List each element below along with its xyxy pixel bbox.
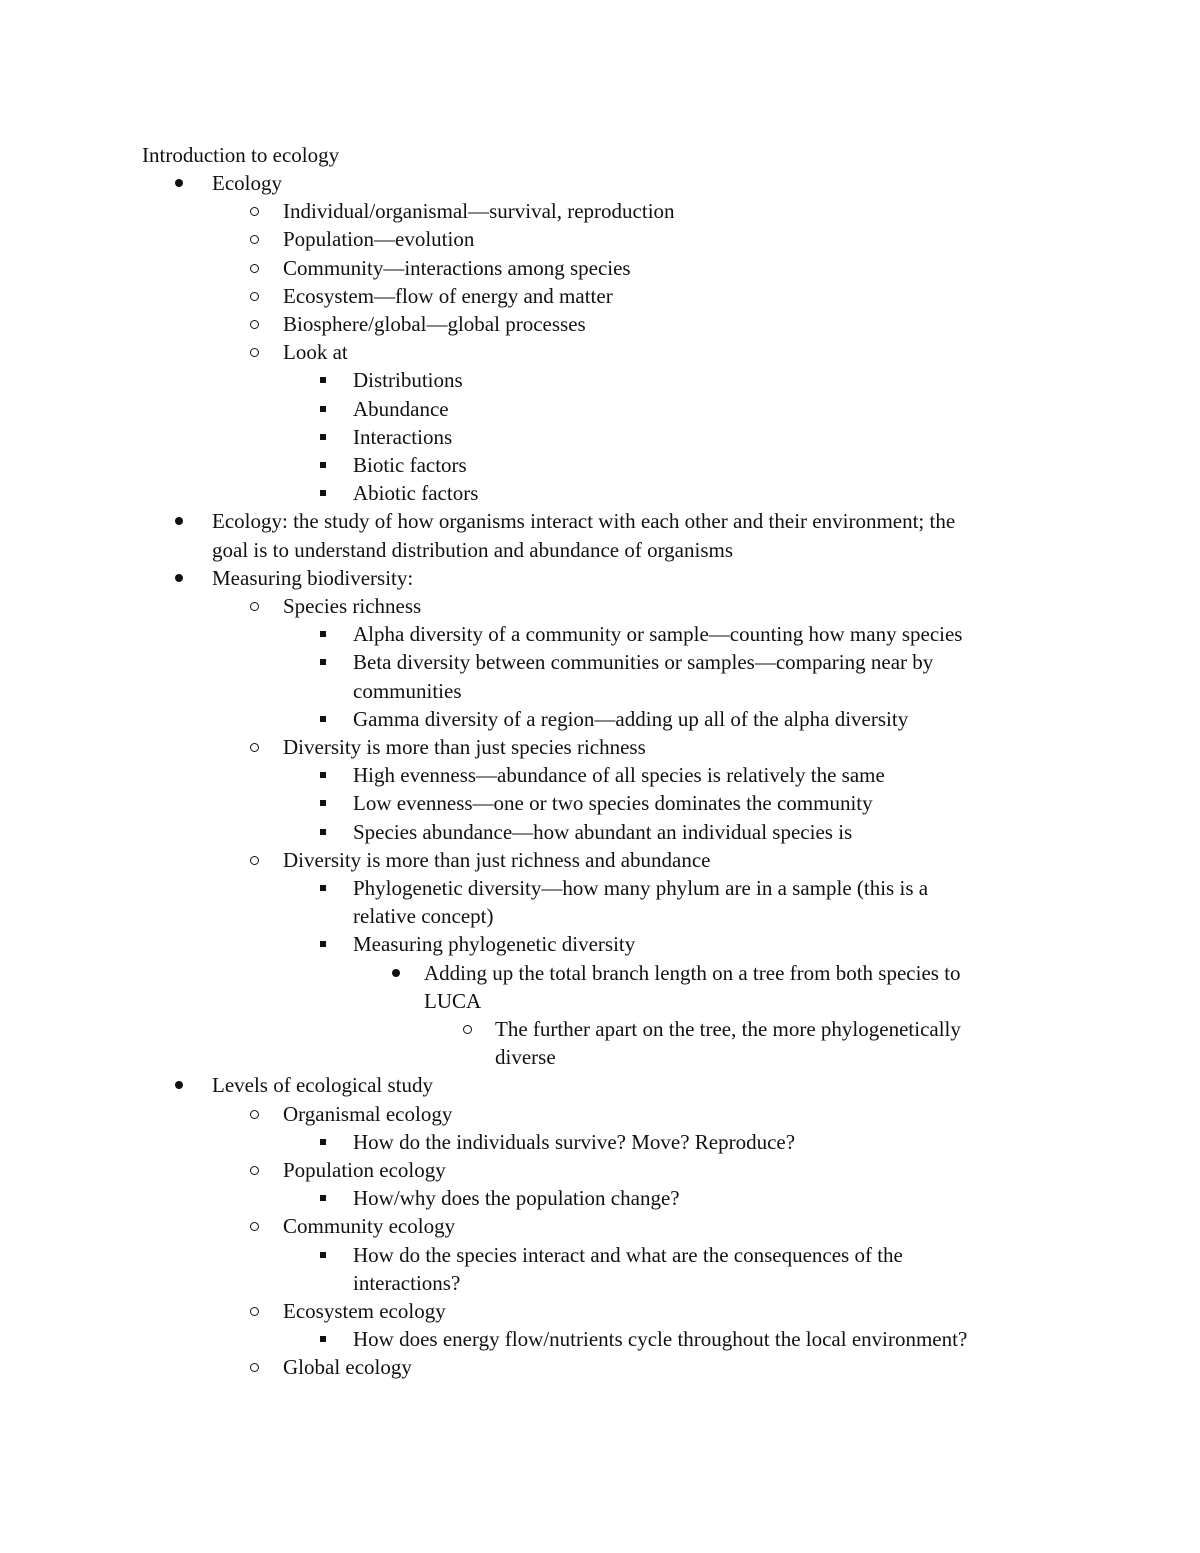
outline-line — [0, 648, 1200, 676]
outline-line — [0, 1156, 1200, 1184]
outline-text: Abiotic factors — [353, 481, 479, 506]
outline-line — [0, 395, 1200, 423]
outline-line — [0, 1212, 1200, 1240]
outline-line — [0, 620, 1200, 648]
outline-text: communities — [353, 678, 462, 703]
outline-text: Ecology — [212, 171, 282, 195]
outline-text: Individual/organismal—survival, reproduction — [283, 199, 675, 224]
outline-line — [0, 874, 1200, 902]
outline-text: Global ecology — [283, 1355, 412, 1380]
outline-text: Measuring biodiversity: — [212, 565, 414, 590]
outline-line — [0, 1015, 1200, 1043]
outline-line — [0, 564, 1200, 592]
outline-line — [0, 733, 1200, 761]
outline-line — [0, 592, 1200, 620]
outline-text: Species abundance—how abundant an individual species is — [353, 819, 853, 844]
outline-text: Gamma diversity of a region—adding up all of the alpha diversity — [353, 706, 909, 731]
outline-line — [0, 197, 1200, 225]
outline-line — [0, 254, 1200, 282]
outline-text: diverse — [495, 1045, 556, 1070]
outline-text: relative concept) — [353, 904, 494, 929]
outline-text: Population—evolution — [283, 227, 475, 252]
outline-line — [0, 1071, 1200, 1099]
outline-text: Measuring phylogenetic diversity — [353, 932, 636, 957]
document-title-line — [0, 141, 1200, 169]
outline-text: Phylogenetic diversity—how many phylum are in a sample (this is a — [353, 876, 929, 900]
outline-line — [0, 1128, 1200, 1156]
outline-text: Ecosystem ecology — [283, 1299, 446, 1323]
outline-text: Distributions — [353, 368, 463, 393]
outline-line — [0, 423, 1200, 451]
outline-line — [0, 338, 1200, 366]
outline-line — [0, 818, 1200, 846]
outline-line — [0, 677, 1200, 705]
outline-text: LUCA — [424, 988, 482, 1013]
outline-line — [0, 479, 1200, 507]
outline-text: Community—interactions among species — [283, 255, 631, 280]
outline-text: Biosphere/global—global processes — [283, 312, 586, 336]
outline-text: interactions? — [353, 1270, 461, 1295]
outline-line — [0, 366, 1200, 394]
outline-text: How does energy flow/nutrients cycle throughout the local environment? — [353, 1327, 968, 1352]
outline-text: Abundance — [353, 396, 449, 421]
outline-line — [0, 1353, 1200, 1381]
outline-text: How do the individuals survive? Move? Reproduce? — [353, 1129, 796, 1154]
outline-line — [0, 1184, 1200, 1212]
outline-text: High evenness—abundance of all species is relatively the same — [353, 763, 885, 788]
outline-line — [0, 1100, 1200, 1128]
outline-text: How/why does the population change? — [353, 1186, 680, 1211]
outline-line — [0, 1297, 1200, 1325]
outline-line — [0, 1043, 1200, 1071]
outline-line — [0, 987, 1200, 1015]
outline-text: Population ecology — [283, 1158, 446, 1182]
outline-text: Biotic factors — [353, 453, 467, 477]
outline-text: Community ecology — [283, 1214, 456, 1239]
outline-line — [0, 536, 1200, 564]
outline-line — [0, 846, 1200, 874]
outline-text: Species richness — [283, 594, 422, 618]
outline-line — [0, 310, 1200, 338]
outline-text: The further apart on the tree, the more phylogenetically — [495, 1017, 961, 1041]
outline-text: Interactions — [353, 424, 453, 449]
outline-text: Levels of ecological study — [212, 1073, 434, 1098]
outline-text: Diversity is more than just richness and abundance — [283, 847, 711, 872]
outline-line — [0, 1269, 1200, 1297]
outline-line — [0, 1241, 1200, 1269]
outline-line — [0, 705, 1200, 733]
outline-line — [0, 507, 1200, 535]
outline-text: Low evenness—one or two species dominates the community — [353, 791, 873, 816]
outline-text: Adding up the total branch length on a tree from both species to — [424, 960, 961, 985]
outline-line — [0, 282, 1200, 310]
outline-line — [0, 169, 1200, 197]
outline-text: How do the species interact and what are the consequences of the — [353, 1242, 903, 1267]
outline-text: Ecology: the study of how organisms interact with each other and their environment; the — [212, 509, 956, 534]
outline-text: Ecosystem—flow of energy and matter — [283, 283, 613, 308]
outline-text: Alpha diversity of a community or sample—counting how many species — [353, 622, 963, 647]
outline-line — [0, 902, 1200, 930]
outline-line — [0, 761, 1200, 789]
outline-text: Diversity is more than just species richness — [283, 735, 646, 759]
outline-line — [0, 225, 1200, 253]
outline-line — [0, 451, 1200, 479]
outline-text: Organismal ecology — [283, 1101, 453, 1126]
outline-text: goal is to understand distribution and abundance of organisms — [212, 537, 734, 562]
outline-line — [0, 930, 1200, 958]
outline-line — [0, 1325, 1200, 1353]
outline-line — [0, 789, 1200, 817]
outline-line — [0, 959, 1200, 987]
document-title: Introduction to ecology — [142, 143, 340, 167]
outline-text: Beta diversity between communities or samples—comparing near by — [353, 650, 934, 675]
outline-text: Look at — [283, 340, 348, 365]
